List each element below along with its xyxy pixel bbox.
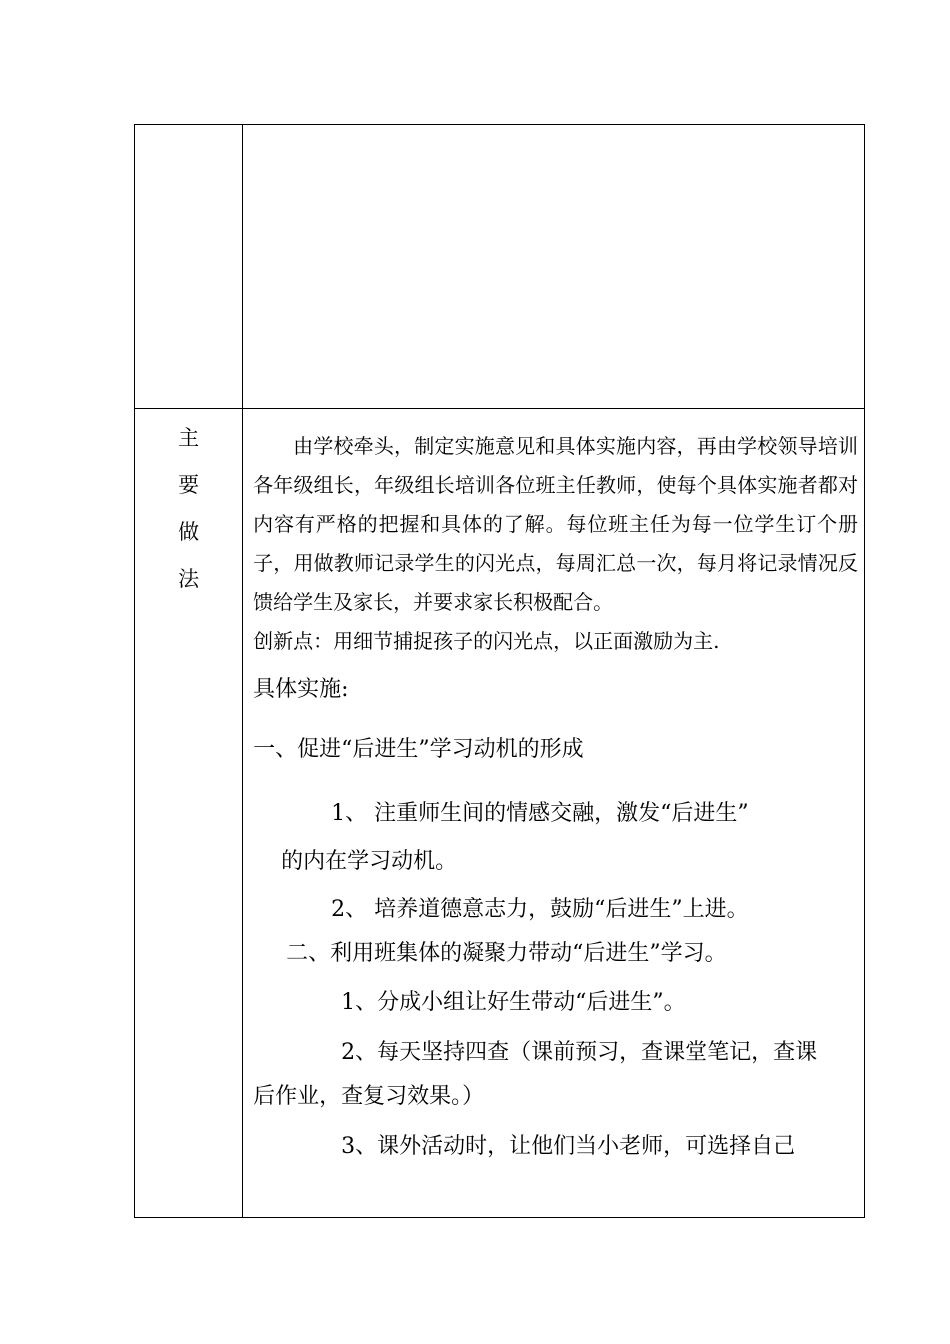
content-body bbox=[253, 427, 858, 1174]
empty-label-cell bbox=[135, 125, 243, 409]
section1-heading: 一、促进“后进生”学习动机的形成 bbox=[253, 737, 584, 762]
section2-item3: 3、课外活动时，让他们当小老师，可选择自己 bbox=[341, 1134, 796, 1159]
section1-item2: 2、 培养道德意志力，鼓励“后进生”上进。 bbox=[331, 897, 749, 922]
implement-heading: 具体实施: bbox=[253, 677, 349, 702]
content-cell bbox=[243, 409, 865, 1218]
label-char: 法 bbox=[178, 567, 200, 591]
row-label bbox=[135, 415, 242, 603]
section2-heading: 二、利用班集体的凝聚力带动“后进生”学习。 bbox=[286, 941, 727, 966]
innovation-line: 创新点：用细节捕捉孩子的闪光点，以正面激励为主. bbox=[253, 629, 720, 653]
label-cell bbox=[135, 409, 243, 1218]
label-char: 主 bbox=[178, 426, 200, 450]
section2-item2-cont: 后作业，查复习效果。） bbox=[253, 1084, 485, 1109]
label-char: 做 bbox=[178, 520, 200, 544]
section2-item2: 2、每天坚持四查（课前预习，查课堂笔记，查课 bbox=[341, 1040, 818, 1065]
table-row-empty bbox=[135, 125, 865, 409]
content-table bbox=[134, 124, 865, 1218]
table-row-main-method bbox=[135, 409, 865, 1218]
label-char: 要 bbox=[178, 473, 200, 497]
section1-item1-cont: 的内在学习动机。 bbox=[281, 849, 458, 874]
intro-paragraph: 由学校牵头，制定实施意见和具体实施内容，再由学校领导培训各年级组长，年级组长培训各位班主任教师，使每个具体实施者都对内容有严格的把握和具体的了解。每位班主任为每一位学生订个册子，用做教师记录学生的闪光点，每周汇总一次，每月将记录情况反馈给学生及家长，并要求家长积极配合。 bbox=[253, 434, 858, 614]
section2-item1: 1、分成小组让好生带动“后进生”。 bbox=[341, 990, 686, 1015]
empty-content-cell bbox=[243, 125, 865, 409]
section1-item1: 1、 注重师生间的情感交融，激发“后进生” bbox=[331, 801, 749, 826]
